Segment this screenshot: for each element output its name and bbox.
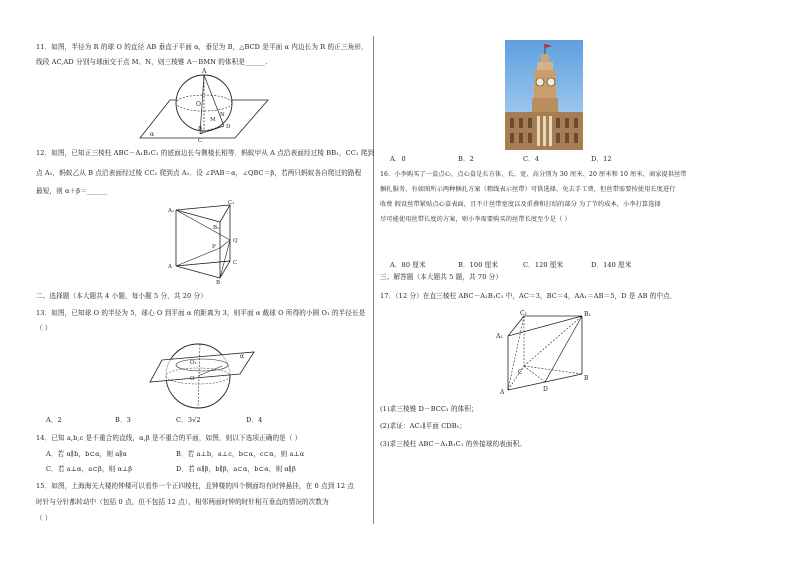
figure-11-sphere-plane [140, 66, 280, 144]
figure-12-prism [168, 200, 250, 286]
q14-line1: 14．已知 a,b,c 是不重合的直线，α,β 是不重合的平面，如图，则以下选项正确的是（ ） [36, 434, 302, 442]
q13-option-a[interactable]: A．2 [46, 416, 62, 424]
q14-option-a[interactable]: A．若 α∥b，b⊂α，则 a∥α [46, 450, 127, 458]
fig11-label-a: A [202, 68, 207, 75]
q17-sub1: (1)求三棱锥 D－BCC₁ 的体积； [380, 405, 478, 413]
fig13-label-alpha: α [240, 353, 245, 360]
fig12-label-q: Q [233, 238, 238, 244]
q17-sub2: (2)求证：AC₁∥平面 CDB₁； [380, 422, 467, 430]
q14-option-b[interactable]: B．若 a⊥b，a⊥c，b⊂α，c⊂α，则 a⊥α [176, 450, 305, 458]
q13-option-d[interactable]: D．4 [246, 416, 263, 424]
fig17-label-b1: B₁ [584, 311, 591, 318]
q15-line2: 时针与分针都转动中（包括 0 点，但不包括 12 点），相邻两面时钟的时针相互垂直的情况的次数为 [36, 498, 329, 506]
q15-option-c[interactable]: C．4 [523, 155, 540, 163]
fig11-label-d: D [226, 124, 231, 130]
fig11-label-m: M [210, 117, 216, 123]
fig13-label-o1: O₁ [190, 360, 197, 366]
q16-option-b[interactable]: B．100 厘米 [458, 261, 499, 269]
q15-option-d[interactable]: D．12 [591, 155, 612, 163]
fig11-label-alpha: α [150, 131, 155, 138]
fig17-label-a: A [500, 389, 505, 396]
q16-line3: 收费 假设丝带紧贴点心盒表面，且不计丝带宽度以及重叠和打结的部分 为了节约成本，小李打算选择 [380, 201, 661, 208]
q12-line1: 12．如图，已知正三棱柱 ABC－A₁B₁C₁ 的底面边长与侧棱长相等．蚂蚁甲从 A 点沿表面经过棱 BB₁，CC₁ 爬到 [36, 149, 375, 157]
q15-option-a[interactable]: A．0 [390, 155, 406, 163]
q14-option-c[interactable]: C．若 a⊥α，a⊂β，则 α⊥β [46, 465, 133, 473]
q15-line1: 15．如图，上海海关大楼的钟楼可以看作一个正四棱柱，且钟楼的四个侧面均有时钟悬挂，在 0 点到 12 点 [36, 482, 355, 490]
fig11-label-b: B [198, 126, 203, 132]
q16-line2: 捆扎服务，有如图所示两种捆扎方案（粗线表示丝带）可供选择，免去手工费，但丝带需要按使用长度进行 [380, 186, 676, 193]
q17-sub3: (3)求三棱柱 ABC－A₁B₁C₁ 的外接球的表面积。 [380, 440, 527, 448]
q16-line4: 尽可能使用丝带长度的方案，则小李需要购买的丝带长度至少是（ ） [380, 216, 571, 223]
fig12-label-b1: B₁ [213, 225, 220, 231]
q17-line1: 17．（12 分）在直三棱柱 ABC－A₁B₁C₁ 中，AC＝3，BC＝4，AA₁＝AB＝5，D 是 AB 的中点． [380, 292, 677, 300]
q14-option-d[interactable]: D．若 α∥β，b∥β，a⊂α，b⊂α，则 α∥β [176, 465, 296, 473]
q12-line3: 最短，则 α＋β＝______ [36, 187, 108, 195]
fig17-label-a1: A₁ [496, 333, 503, 340]
fig17-label-c1: C₁ [520, 310, 527, 317]
fig11-label-n: N [220, 112, 225, 118]
figure-13-sphere-section [150, 340, 260, 412]
fig12-label-p: P [212, 244, 216, 250]
fig12-label-a1: A₁ [168, 208, 175, 214]
fig13-label-o: O [190, 376, 195, 382]
fig17-label-c: C [518, 369, 523, 376]
section-3-heading: 三、解答题（本大题共 5 题，共 70 分） [380, 273, 503, 281]
fig11-label-c: C [198, 138, 203, 144]
q13-option-b[interactable]: B．3 [115, 416, 131, 424]
q11-line2: 线段 AC,AD 分别与球面交于点 M、N，则三棱锥 A－BMN 的体积是______. [36, 58, 268, 66]
q16-option-c[interactable]: C．120 厘米 [523, 261, 564, 269]
fig11-label-o: O [196, 101, 201, 108]
q15-line3: （ ） [36, 514, 52, 522]
column-divider [373, 36, 374, 524]
q16-option-d[interactable]: D．140 厘米 [591, 261, 632, 269]
section-2-heading: 二、选择题（本大题共 4 小题，每小题 5 分，共 20 分） [36, 292, 207, 300]
figure-17-prism [494, 310, 604, 398]
fig17-label-b: B [584, 375, 589, 382]
fig17-label-d: D [543, 386, 548, 393]
fig12-label-b: B [216, 280, 221, 286]
customs-house-clock-tower-photo [505, 40, 583, 150]
q13-line1: 13．如图，已知球 O 的半径为 5，球心 O 到平面 α 的距离为 3，则平面 α 截球 O 所得的小圆 O₁ 的半径长是 [36, 309, 366, 317]
fig12-label-a: A [168, 264, 172, 270]
q12-line2: 点 A₁，蚂蚁乙从 B 点沿表面经过棱 CC₁ 爬到点 A₁．设 ∠PAB＝α，∠QBC＝β，若两只蚂蚁各自爬过的路程 [36, 169, 362, 177]
q11-line1: 11．如图，半径为 R 的球 O 的直径 AB 垂直于平面 α，垂足为 B，△BCD 是平面 α 内边长为 R 的正三角形， [36, 43, 368, 51]
q16-line1: 16．小李购买了一盒点心，点心盒是长方体，长、宽、高分别为 30 厘米、20 厘米和 10 厘米，商家提供丝带 [380, 171, 687, 178]
q16-option-a[interactable]: A．80 厘米 [390, 261, 426, 269]
q13-option-c[interactable]: C．3√2 [176, 416, 201, 424]
clock-tower-illustration [505, 40, 583, 150]
q15-option-b[interactable]: B．2 [458, 155, 474, 163]
q13-line2: （ ） [36, 324, 52, 332]
fig12-label-c: C [233, 260, 238, 266]
fig12-label-c1: C₁ [228, 200, 235, 206]
